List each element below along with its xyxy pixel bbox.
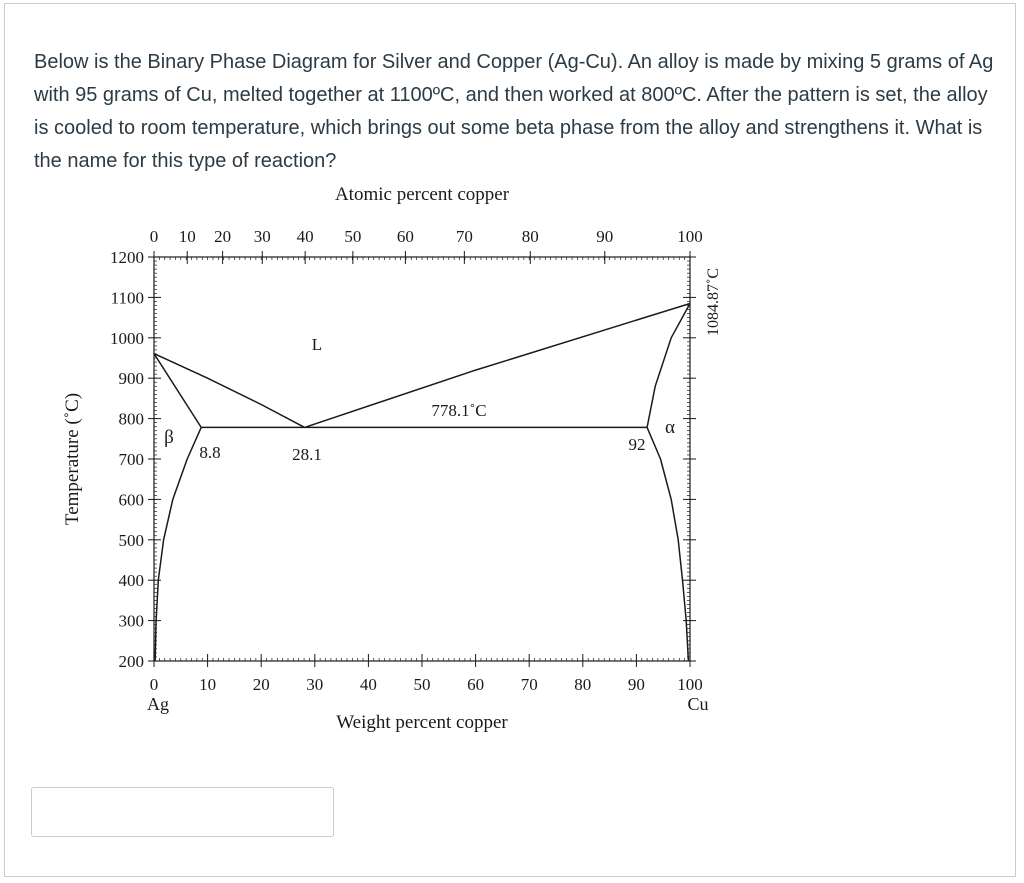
cu-end-label: Cu: [687, 694, 709, 714]
x-tick-label: 40: [359, 675, 377, 694]
alpha-phase-label: α: [665, 417, 675, 438]
right-solidus-line: [647, 304, 690, 428]
x-tick-label: 0: [149, 675, 159, 694]
eutectic-composition-label: 28.1: [292, 445, 322, 464]
alpha-solubility-label: 92: [628, 435, 646, 454]
y-tick-label: 500: [118, 530, 144, 550]
x-tick-label: 70: [520, 675, 538, 694]
ag-end-label: Ag: [147, 694, 169, 714]
y-axis-label: Temperature (˚C): [62, 392, 83, 526]
right-liquidus-line: [305, 304, 690, 428]
y-tick-label: 1200: [110, 248, 144, 267]
phase-diagram: [56, 180, 722, 740]
x-tick-label: 100: [677, 675, 703, 694]
left-liquidus-line: [154, 354, 305, 428]
plot-frame: [154, 257, 690, 661]
eutectic-temperature-label: 778.1˚C: [431, 401, 487, 420]
beta-solubility-label: 8.8: [199, 443, 221, 462]
x-tick-label: 80: [574, 675, 592, 694]
liquid-phase-label: L: [311, 335, 323, 354]
beta-phase-label: β: [164, 427, 174, 448]
y-tick-label: 1000: [110, 328, 144, 348]
x-tick-label: 60: [467, 675, 485, 694]
x-tick-label: 20: [252, 675, 270, 694]
atomic-tick-label: 10: [178, 227, 196, 246]
y-tick-label: 800: [118, 409, 144, 429]
beta-solvus-line: [155, 427, 201, 661]
atomic-tick-label: 0: [149, 227, 159, 246]
atomic-tick-label: 70: [455, 227, 473, 246]
question-text: Below is the Binary Phase Diagram for Silver and Copper (Ag-Cu). An alloy is made by mixing 5 grams of Ag with 95 grams of Cu, melted together at 1100ºC, and then worked at 800ºC. After the pattern is set, the alloy is cooled to room temperature, which brings out some beta phase from the alloy and strengthens it. What is the name for this type of reaction?: [34, 51, 994, 172]
x-axis-label: Weight percent copper: [336, 712, 508, 733]
x-tick-label: 90: [627, 675, 645, 694]
y-tick-label: 400: [118, 571, 144, 591]
y-tick-label: 200: [118, 652, 144, 671]
atomic-tick-label: 100: [677, 227, 703, 246]
atomic-tick-label: 30: [253, 227, 271, 246]
x-tick-label: 30: [306, 675, 324, 694]
atomic-tick-label: 80: [521, 227, 539, 246]
alpha-solvus-line: [647, 427, 688, 661]
y-tick-label: 600: [118, 490, 144, 510]
atomic-tick-label: 50: [344, 227, 362, 246]
x-tick-label: 10: [199, 675, 217, 694]
atomic-tick-label: 60: [396, 227, 414, 246]
y-tick-label: 300: [118, 611, 144, 631]
x-tick-label: 50: [413, 675, 431, 694]
y-tick-label: 700: [118, 450, 144, 469]
melting-point-label: 1084.87˚C: [705, 268, 722, 336]
y-tick-label: 1100: [110, 288, 144, 308]
atomic-tick-label: 40: [296, 227, 314, 246]
chart-title: Atomic percent copper: [334, 184, 510, 205]
atomic-tick-label: 90: [596, 227, 614, 246]
answer-input[interactable]: [31, 787, 334, 837]
atomic-tick-label: 20: [214, 227, 232, 246]
y-tick-label: 900: [118, 369, 144, 389]
